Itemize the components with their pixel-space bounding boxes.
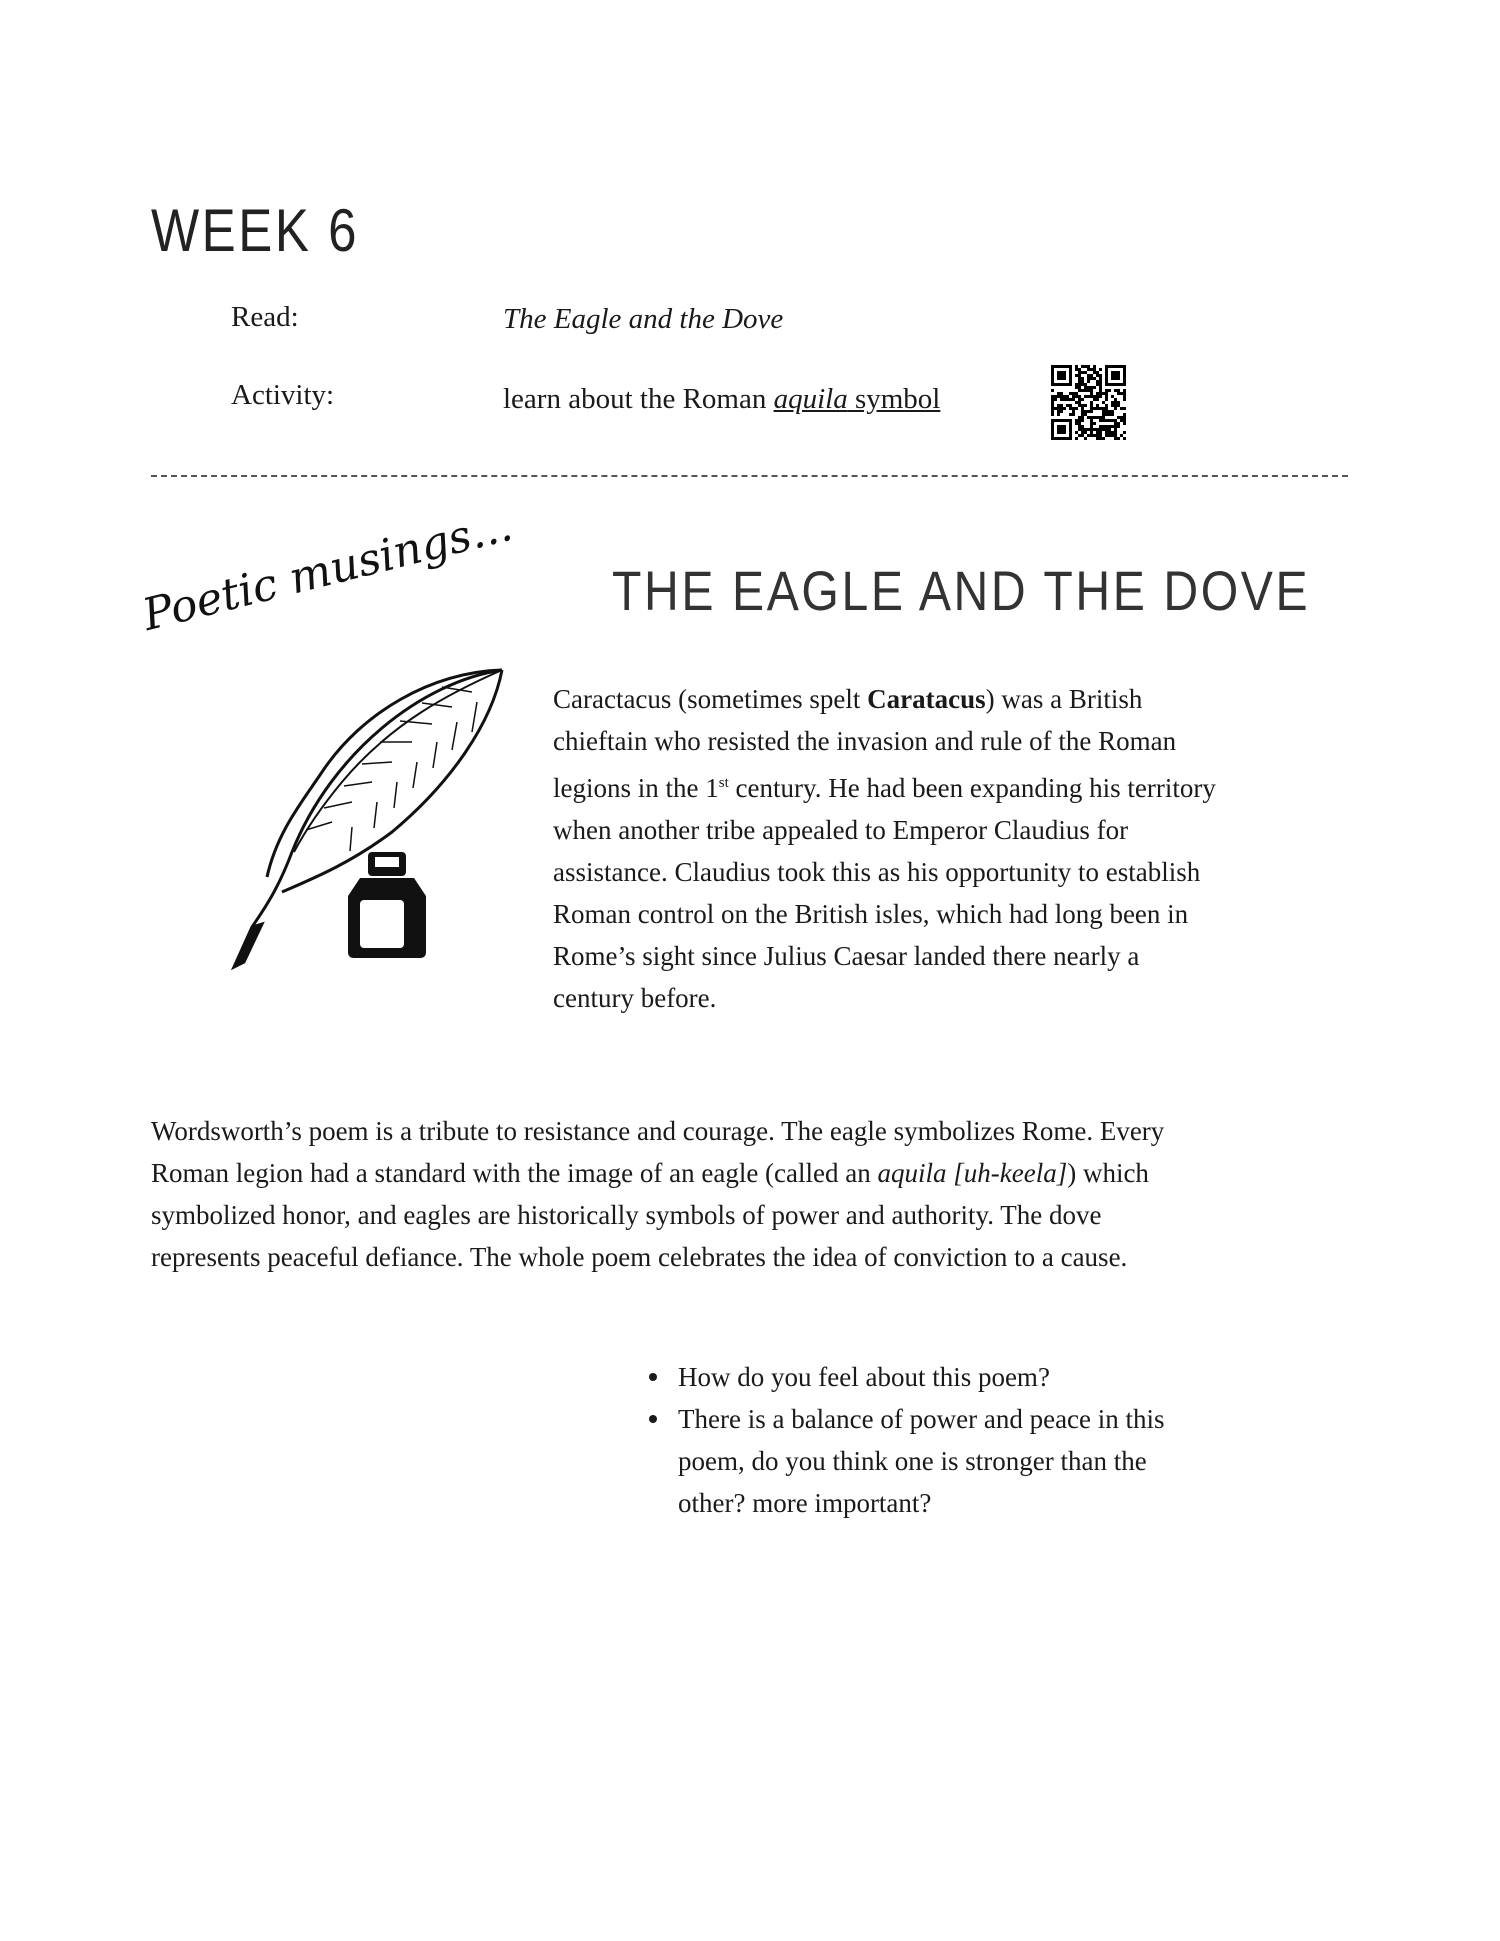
section-title: THE EAGLE AND THE DOVE	[612, 559, 1311, 622]
text-line: represents peaceful defiance. The whole poem celebrates the idea of conviction to a cause.	[151, 1242, 1128, 1272]
text-line: assistance. Claudius took this as his opportunity to establish	[553, 857, 1201, 887]
week-title: WEEK 6	[151, 197, 360, 264]
text-line: century before.	[553, 983, 717, 1013]
read-label: Read:	[231, 301, 299, 333]
activity-prefix: learn about the Roman	[503, 383, 774, 415]
activity-value	[503, 385, 940, 414]
aquila-link[interactable]	[774, 383, 941, 415]
text-line: Roman control on the British isles, which had long been in	[553, 899, 1189, 929]
question-item: How do you feel about this poem?	[650, 1356, 1208, 1398]
discussion-questions	[650, 1356, 1208, 1524]
ink-bottle-icon	[330, 848, 445, 963]
body-paragraph	[151, 1110, 1164, 1278]
question-item: There is a balance of power and peace in this poem, do you think one is stronger than the other? more important?	[650, 1398, 1208, 1524]
text-line: Wordsworth’s poem is a tribute to resistance and courage. The eagle symbolizes Rome. Every	[151, 1116, 1165, 1146]
text-line: symbolized honor, and eagles are historically symbols of power and authority. The dove	[151, 1200, 1102, 1230]
read-value: The Eagle and the Dove	[503, 303, 784, 335]
qr-code-icon[interactable]	[1051, 365, 1126, 440]
text-line: Caractacus (sometimes spelt Caratacus) was a British	[553, 684, 1143, 714]
aquila-link-italic: aquila	[773, 383, 848, 415]
intro-paragraph	[553, 678, 1216, 1019]
activity-label: Activity:	[231, 379, 335, 411]
text-line: when another tribe appealed to Emperor Claudius for	[553, 815, 1129, 845]
text-line: Roman legion had a standard with the image of an eagle (called an aquila [uh-keela]) which	[151, 1158, 1149, 1188]
text-line: chieftain who resisted the invasion and rule of the Roman	[553, 726, 1177, 756]
aquila-link-rest: symbol	[847, 383, 941, 415]
text-line: legions in the 1st century. He had been expanding his territory	[553, 773, 1216, 803]
text-line: Rome’s sight since Julius Caesar landed there nearly a	[553, 941, 1140, 971]
dashed-divider	[151, 475, 1348, 477]
poetic-musings-script: Poetic musings...	[137, 499, 518, 641]
